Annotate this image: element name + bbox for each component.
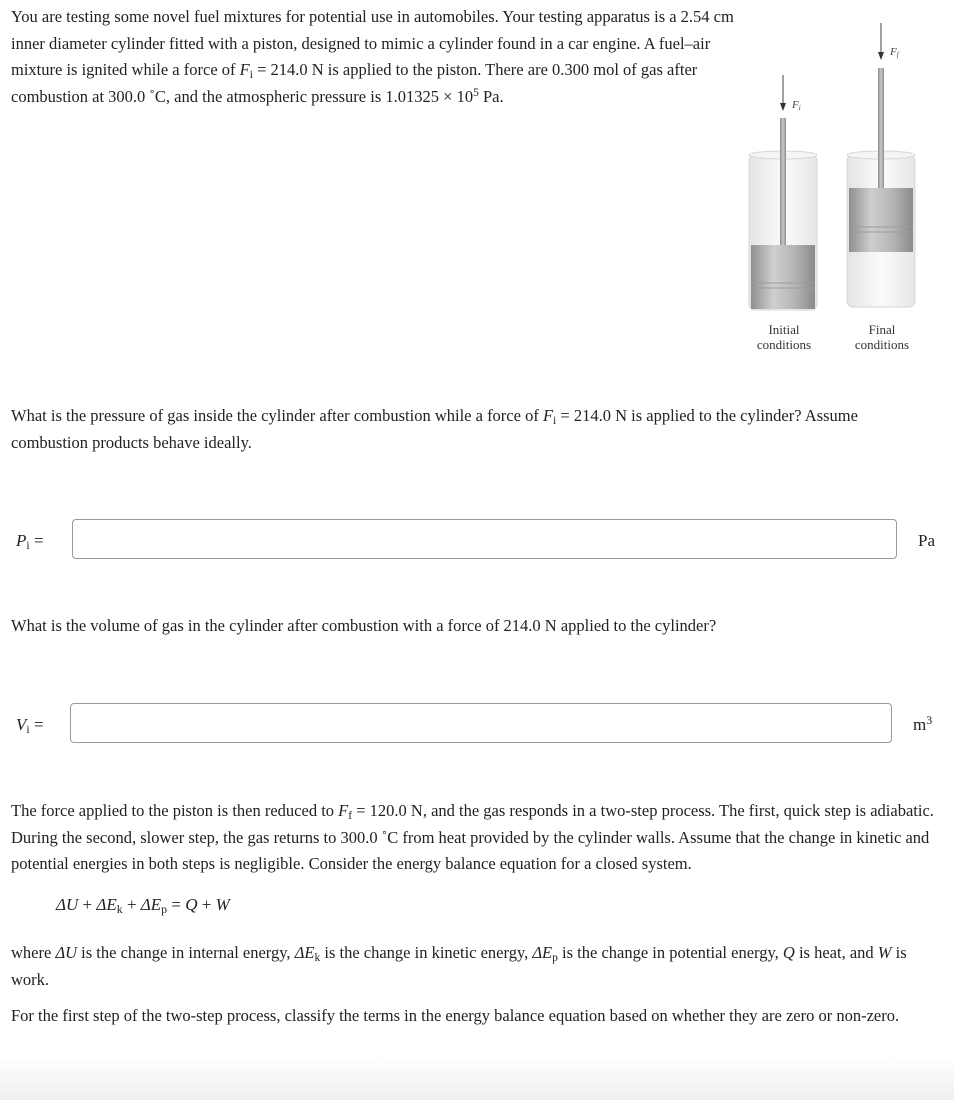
q1-text-2: = 214.0 N is applied to the cylinder? Assume combustion products behave ideally. — [11, 406, 858, 452]
final-force-label: Ff — [890, 46, 899, 59]
volume-unit-base: m — [913, 715, 927, 734]
eq-equals: = — [167, 895, 186, 914]
definitions-paragraph — [11, 940, 946, 993]
initial-force-arrowhead — [780, 103, 786, 111]
pressure-answer-row — [0, 519, 954, 563]
force-subscript: i — [249, 69, 253, 81]
force-variable: F — [239, 60, 250, 79]
pressure-label — [16, 531, 44, 551]
volume-label-var: V — [16, 715, 27, 734]
pressure-label-sub: i — [26, 538, 30, 552]
two-step-process-paragraph — [11, 798, 946, 878]
initial-conditions-caption — [739, 322, 829, 352]
volume-unit-exp: 3 — [926, 713, 933, 727]
initial-caption-line-1: Initial — [768, 322, 800, 337]
volume-label-eq: = — [29, 715, 44, 734]
final-piston-head — [849, 188, 913, 252]
where-text-1: where — [11, 943, 56, 962]
final-caption-line-2: conditions — [854, 337, 910, 352]
where-delta-ep: ΔE — [532, 943, 553, 962]
final-caption-line-1: Final — [868, 322, 896, 337]
where-text-3: is the change in kinetic energy, — [320, 943, 533, 962]
eq-w: W — [215, 895, 230, 914]
volume-label-sub: i — [26, 722, 30, 736]
initial-cylinder — [749, 75, 817, 310]
question-pressure — [11, 403, 911, 456]
volume-input[interactable] — [70, 703, 892, 743]
pressure-label-eq: = — [29, 531, 44, 550]
where-q: Q — [782, 943, 795, 962]
intro-text-2: = 214.0 N is applied to the piston. There are 0.300 mol of gas after combustion at 300.0 ˚C, and the atmospheric pressure is 1.01325 × 10 — [11, 60, 698, 106]
where-text-4: is the change in potential energy, — [557, 943, 783, 962]
where-w: W — [877, 943, 892, 962]
eq-ep-sub: p — [161, 902, 168, 916]
cylinder-figure — [735, 15, 935, 360]
q1-text-1: What is the pressure of gas inside the cylinder after combustion while a force of — [11, 406, 543, 425]
eq-delta-ep: ΔE — [140, 895, 162, 914]
eq-plus: + — [122, 895, 141, 914]
intro-text-3: Pa. — [478, 86, 504, 106]
eq-ek-sub: k — [116, 902, 123, 916]
initial-piston-rod — [780, 118, 786, 248]
eq-delta-ek: ΔE — [96, 895, 117, 914]
final-cylinder — [847, 23, 915, 307]
p3-force-variable: F — [338, 801, 349, 820]
bottom-fade — [0, 1055, 954, 1100]
p3-force-subscript: f — [348, 810, 353, 822]
where-ek-sub: k — [314, 952, 321, 964]
initial-caption-line-2: conditions — [756, 337, 812, 352]
q1-force-variable: F — [542, 406, 554, 425]
pressure-label-var: P — [16, 531, 27, 550]
volume-label — [16, 715, 44, 735]
p3-text-1: The force applied to the piston is then reduced to — [11, 801, 339, 820]
final-piston-rod — [878, 68, 884, 193]
classify-instruction: For the first step of the two-step process, classify the terms in the energy balance equation based on whether they are zero or non-zero. — [11, 1006, 900, 1025]
eq-q: Q — [185, 895, 198, 914]
where-ep-sub: p — [552, 952, 558, 964]
initial-force-label: Fi — [792, 99, 801, 112]
question-volume: What is the volume of gas in the cylinder after combustion with a force of 214.0 N applied to the cylinder? — [11, 616, 717, 635]
where-text-2: is the change in internal energy, — [77, 943, 295, 962]
where-text-5: is heat, and — [794, 943, 878, 962]
volume-unit — [913, 715, 932, 735]
final-conditions-caption — [837, 322, 927, 352]
pressure-exponent: 5 — [473, 86, 479, 99]
initial-piston-head — [751, 245, 815, 309]
p3-text-2: = 120.0 N, and the gas responds in a two-step process. The first, quick step is adiabatic. During the second, slower step, the gas returns to 300.0 ˚C from heat provided by the cylinder walls. Assume that the change in kinetic and potential energies in both steps is negligible. Consider the energy balance equation for a closed system. — [11, 801, 934, 873]
eq-delta-u: ΔU — [56, 895, 79, 914]
where-delta-ek: ΔE — [294, 943, 315, 962]
eq-plus: + — [197, 895, 216, 914]
eq-plus: + — [78, 895, 97, 914]
intro-text-1: You are testing some novel fuel mixtures for potential use in automobiles. Your testing apparatus is a 2.54 cm inner diameter cylinder fitted with a piston, designed to mimic a cylinder found in a car engine. A fuel–air mixture is ignited while a force of — [11, 7, 734, 79]
intro-paragraph — [11, 4, 736, 110]
pressure-input[interactable] — [72, 519, 897, 559]
energy-balance-equation — [56, 895, 230, 915]
cylinder-diagram — [735, 15, 935, 360]
volume-answer-row — [0, 703, 954, 747]
final-force-arrowhead — [878, 52, 884, 60]
where-delta-u: ΔU — [55, 943, 78, 962]
q1-force-subscript: i — [553, 415, 557, 427]
pressure-unit: Pa — [918, 531, 935, 550]
where-text-6: is work. — [11, 943, 907, 989]
